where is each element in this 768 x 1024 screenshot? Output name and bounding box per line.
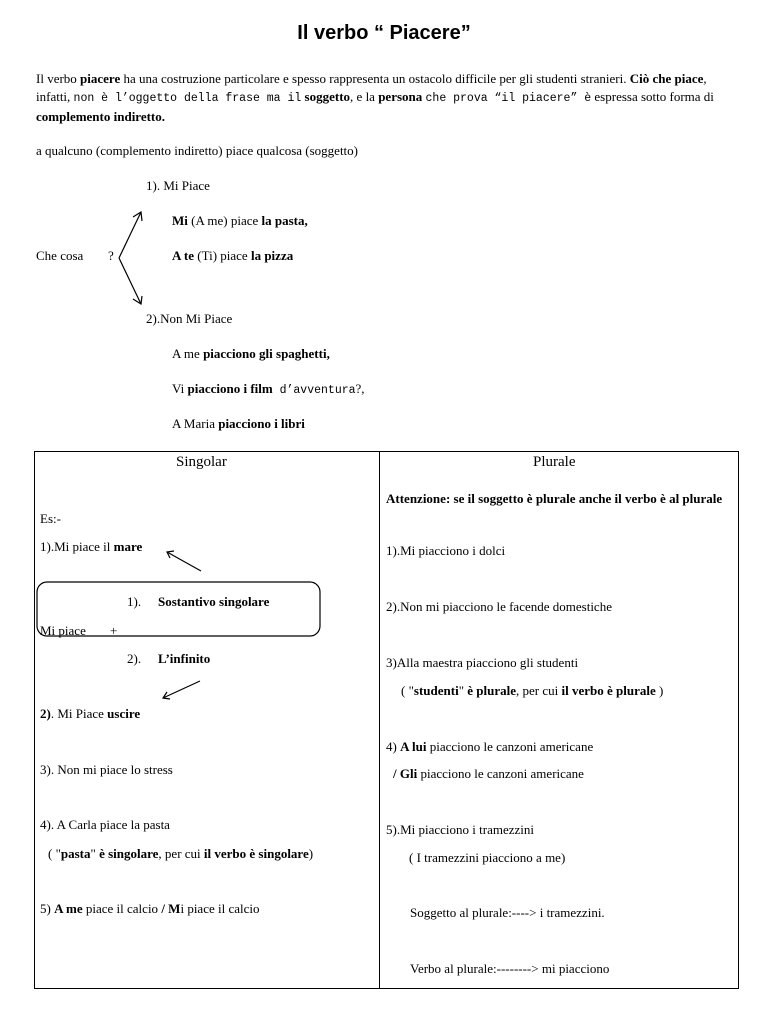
arrow-up-head — [133, 212, 142, 221]
intro-bold: complemento indiretto. — [36, 109, 166, 124]
diagram-heading-1: 1). Mi Piace — [146, 178, 210, 193]
intro-text: , e la — [350, 89, 379, 104]
singular-header: Singolar — [176, 454, 227, 470]
arrow-down-line — [119, 258, 141, 304]
diagram-example: A Maria piacciono i libri — [172, 416, 305, 431]
diagram-question: Che cosa — [36, 248, 84, 263]
page-title: Il verbo “ Piacere” — [297, 22, 471, 44]
singular-example-4: 4). A Carla piace la pasta — [40, 817, 170, 832]
intro-text: espressa sotto forma di — [591, 89, 714, 104]
plural-header: Plurale — [533, 454, 576, 470]
plural-example-4: 4) A lui piacciono le canzoni americane — [386, 739, 594, 754]
singular-example-2: 2). Mi Piace uscire — [40, 706, 141, 721]
plural-example-1: 1).Mi piacciono i dolci — [386, 543, 506, 558]
diagram-example: A me piacciono gli spaghetti, — [172, 346, 330, 361]
plural-example-2: 2).Non mi piacciono le facende domestiche — [386, 599, 612, 614]
rule-label-2: L’infinito — [158, 651, 211, 666]
diagram-example: Mi (A me) piace la pasta, — [172, 213, 308, 228]
singular-example-1: 1).Mi piace il mare — [40, 539, 143, 554]
plural-example-5: 5).Mi piacciono i tramezzini — [386, 822, 535, 837]
example-label: Es:- — [40, 511, 61, 526]
rule-num-2: 2). — [127, 651, 142, 666]
intro-text-mono: che prova “il piacere” è — [425, 92, 592, 105]
rule-num-1: 1). — [127, 594, 142, 609]
diagram-example: A te (Ti) piace la pizza — [172, 248, 294, 263]
arrow-down-head — [133, 296, 142, 304]
plural-verb-line: Verbo al plurale:--------> mi piacciono — [410, 961, 610, 976]
singular-example-4-note: ( "pasta" è singolare, per cui il verbo è singolare) — [48, 846, 314, 861]
diagram-heading-2: 2).Non Mi Piace — [146, 311, 233, 326]
intro-bold: piacere — [80, 71, 121, 86]
intro-bold: soggetto — [304, 89, 351, 104]
plural-example-4b: / Gli piacciono le canzoni americane — [393, 766, 584, 781]
diagram-example: Vi piacciono i film d’avventura?, — [172, 381, 365, 397]
plural-note: Attenzione: se il soggetto è plurale anche il verbo è al plurale — [386, 491, 723, 506]
mi-piace-label: Mi piace — [40, 623, 86, 638]
plural-example-3: 3)Alla maestra piacciono gli studenti — [386, 655, 579, 670]
plural-example-5-note: ( I tramezzini piacciono a me) — [409, 850, 566, 865]
plus-sign: + — [110, 623, 118, 638]
singular-example-3: 3). Non mi piace lo stress — [40, 762, 173, 777]
intro-bold: Ciò che piace — [629, 71, 704, 86]
intro-paragraph — [36, 70, 736, 126]
plural-example-3-note: ( "studenti" è plurale, per cui il verbo è plurale ) — [401, 683, 664, 698]
plural-subject-line: Soggetto al plurale:----> i tramezzini. — [410, 905, 605, 920]
intro-text: ha una costruzione particolare e spesso rappresenta un ostacolo difficile per gli studenti stranieri. — [120, 71, 630, 86]
intro-bold: persona — [378, 89, 423, 104]
intro-text: Il verbo — [36, 71, 81, 86]
arrow-up-line — [119, 212, 141, 258]
intro-text-mono: non è l’oggetto della frase ma il — [73, 92, 302, 105]
rule-label-1: Sostantivo singolare — [158, 594, 270, 609]
singular-example-5: 5) A me piace il calcio / Mi piace il calcio — [40, 901, 260, 916]
rule-line: a qualcuno (complemento indiretto) piace qualcosa (soggetto) — [36, 143, 358, 158]
intro-text: , infatti, — [36, 71, 707, 104]
diagram-question-mark: ? — [108, 248, 114, 263]
